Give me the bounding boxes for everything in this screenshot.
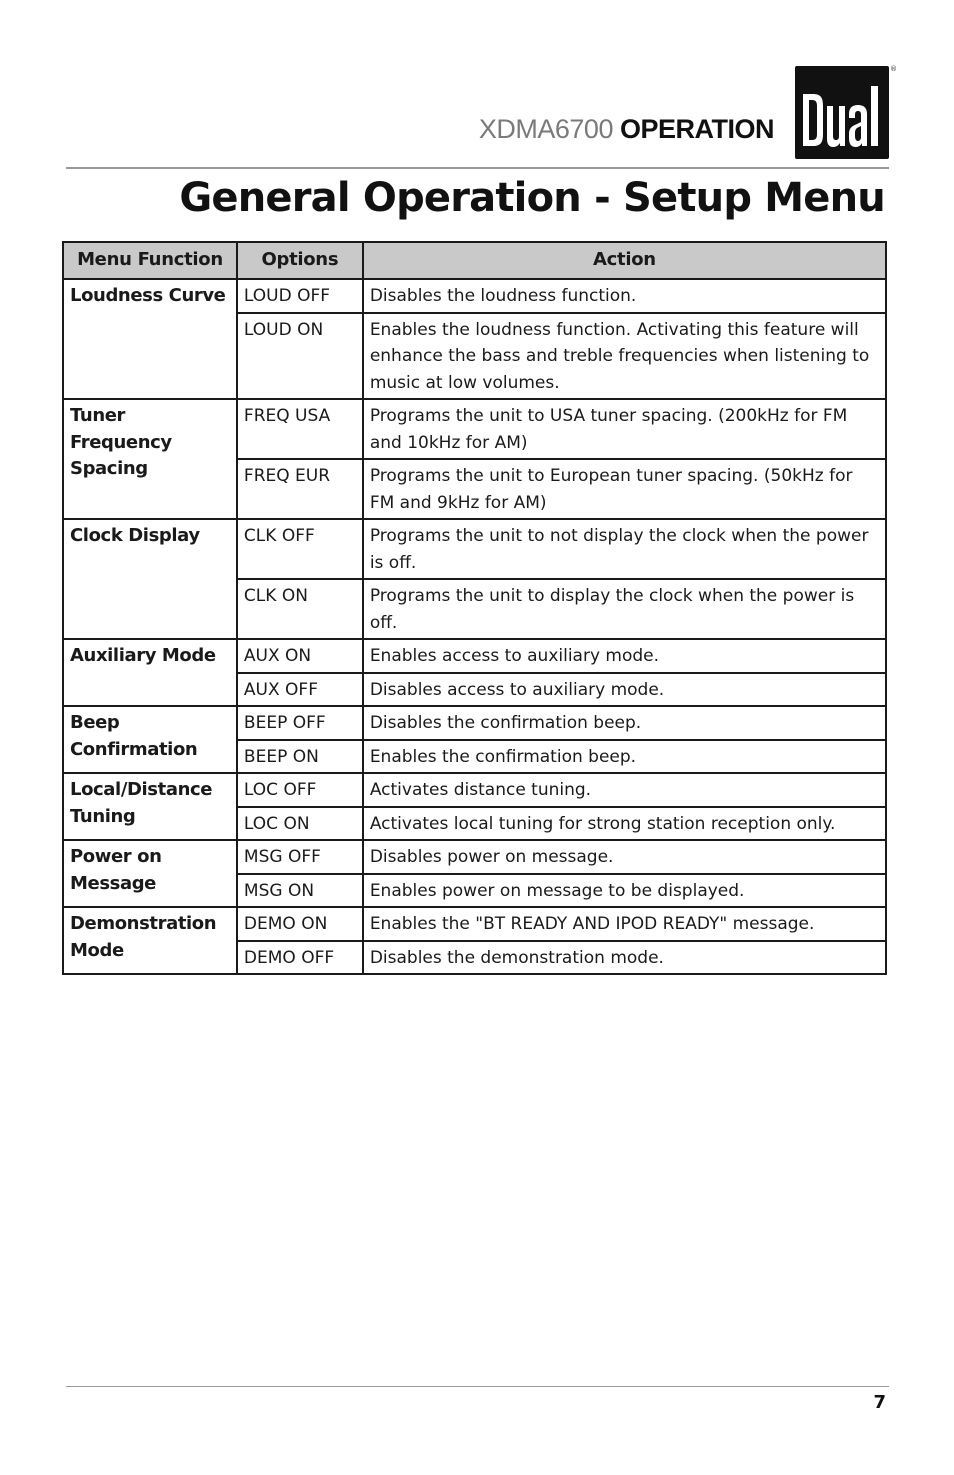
action-cell: Activates local tuning for strong station reception only. bbox=[363, 807, 886, 841]
action-cell: Disables access to auxiliary mode. bbox=[363, 673, 886, 707]
table-row bbox=[63, 706, 886, 740]
column-header-menu-function: Menu Function bbox=[63, 242, 237, 279]
action-cell: Disables power on message. bbox=[363, 840, 886, 874]
option-cell: FREQ USA bbox=[237, 399, 363, 459]
action-cell: Programs the unit to European tuner spacing. (50kHz for FM and 9kHz for AM) bbox=[363, 459, 886, 519]
action-cell: Disables the loudness function. bbox=[363, 279, 886, 313]
option-cell: CLK ON bbox=[237, 579, 363, 639]
setup-menu-table bbox=[62, 241, 887, 975]
dual-logo bbox=[795, 66, 889, 159]
menu-function-cell: Loudness Curve bbox=[63, 279, 237, 399]
action-cell: Enables power on message to be displayed. bbox=[363, 874, 886, 908]
running-header bbox=[66, 114, 774, 145]
registered-mark: ® bbox=[890, 65, 897, 73]
menu-function-cell: Tuner Frequency Spacing bbox=[63, 399, 237, 519]
table-row bbox=[63, 519, 886, 579]
option-cell: CLK OFF bbox=[237, 519, 363, 579]
option-cell: LOC OFF bbox=[237, 773, 363, 807]
option-cell: BEEP OFF bbox=[237, 706, 363, 740]
table-row bbox=[63, 639, 886, 673]
footer-rule bbox=[66, 1386, 889, 1387]
option-cell: DEMO ON bbox=[237, 907, 363, 941]
menu-function-cell: Clock Display bbox=[63, 519, 237, 639]
option-cell: LOUD ON bbox=[237, 313, 363, 400]
action-cell: Enables the "BT READY AND IPOD READY" message. bbox=[363, 907, 886, 941]
table-row bbox=[63, 773, 886, 807]
option-cell: DEMO OFF bbox=[237, 941, 363, 975]
header-rule bbox=[66, 167, 889, 169]
menu-function-cell: Beep Confirmation bbox=[63, 706, 237, 773]
action-cell: Enables the confirmation beep. bbox=[363, 740, 886, 774]
option-cell: BEEP ON bbox=[237, 740, 363, 774]
action-cell: Programs the unit to display the clock when the power is off. bbox=[363, 579, 886, 639]
option-cell: LOUD OFF bbox=[237, 279, 363, 313]
menu-function-cell: Local/Distance Tuning bbox=[63, 773, 237, 840]
page-number: 7 bbox=[873, 1392, 886, 1413]
option-cell: MSG OFF bbox=[237, 840, 363, 874]
table-row bbox=[63, 907, 886, 941]
column-header-action: Action bbox=[363, 242, 886, 279]
action-cell: Enables access to auxiliary mode. bbox=[363, 639, 886, 673]
menu-function-cell: Demonstration Mode bbox=[63, 907, 237, 974]
menu-function-cell: Auxiliary Mode bbox=[63, 639, 237, 706]
option-cell: LOC ON bbox=[237, 807, 363, 841]
action-cell: Programs the unit to USA tuner spacing. (200kHz for FM and 10kHz for AM) bbox=[363, 399, 886, 459]
menu-function-cell: Power on Message bbox=[63, 840, 237, 907]
table-row bbox=[63, 279, 886, 313]
option-cell: AUX OFF bbox=[237, 673, 363, 707]
action-cell: Disables the confirmation beep. bbox=[363, 706, 886, 740]
column-header-options: Options bbox=[237, 242, 363, 279]
table-row bbox=[63, 399, 886, 459]
section-label: OPERATION bbox=[619, 114, 774, 144]
option-cell: FREQ EUR bbox=[237, 459, 363, 519]
action-cell: Activates distance tuning. bbox=[363, 773, 886, 807]
action-cell: Programs the unit to not display the clock when the power is off. bbox=[363, 519, 886, 579]
model-number: XDMA6700 bbox=[478, 114, 613, 144]
option-cell: AUX ON bbox=[237, 639, 363, 673]
table-header-row bbox=[63, 242, 886, 279]
table-row bbox=[63, 840, 886, 874]
action-cell: Disables the demonstration mode. bbox=[363, 941, 886, 975]
page-title: General Operation - Setup Menu bbox=[179, 175, 885, 221]
option-cell: MSG ON bbox=[237, 874, 363, 908]
action-cell: Enables the loudness function. Activating this feature will enhance the bass and treble frequencies when listening to music at low volumes. bbox=[363, 313, 886, 400]
